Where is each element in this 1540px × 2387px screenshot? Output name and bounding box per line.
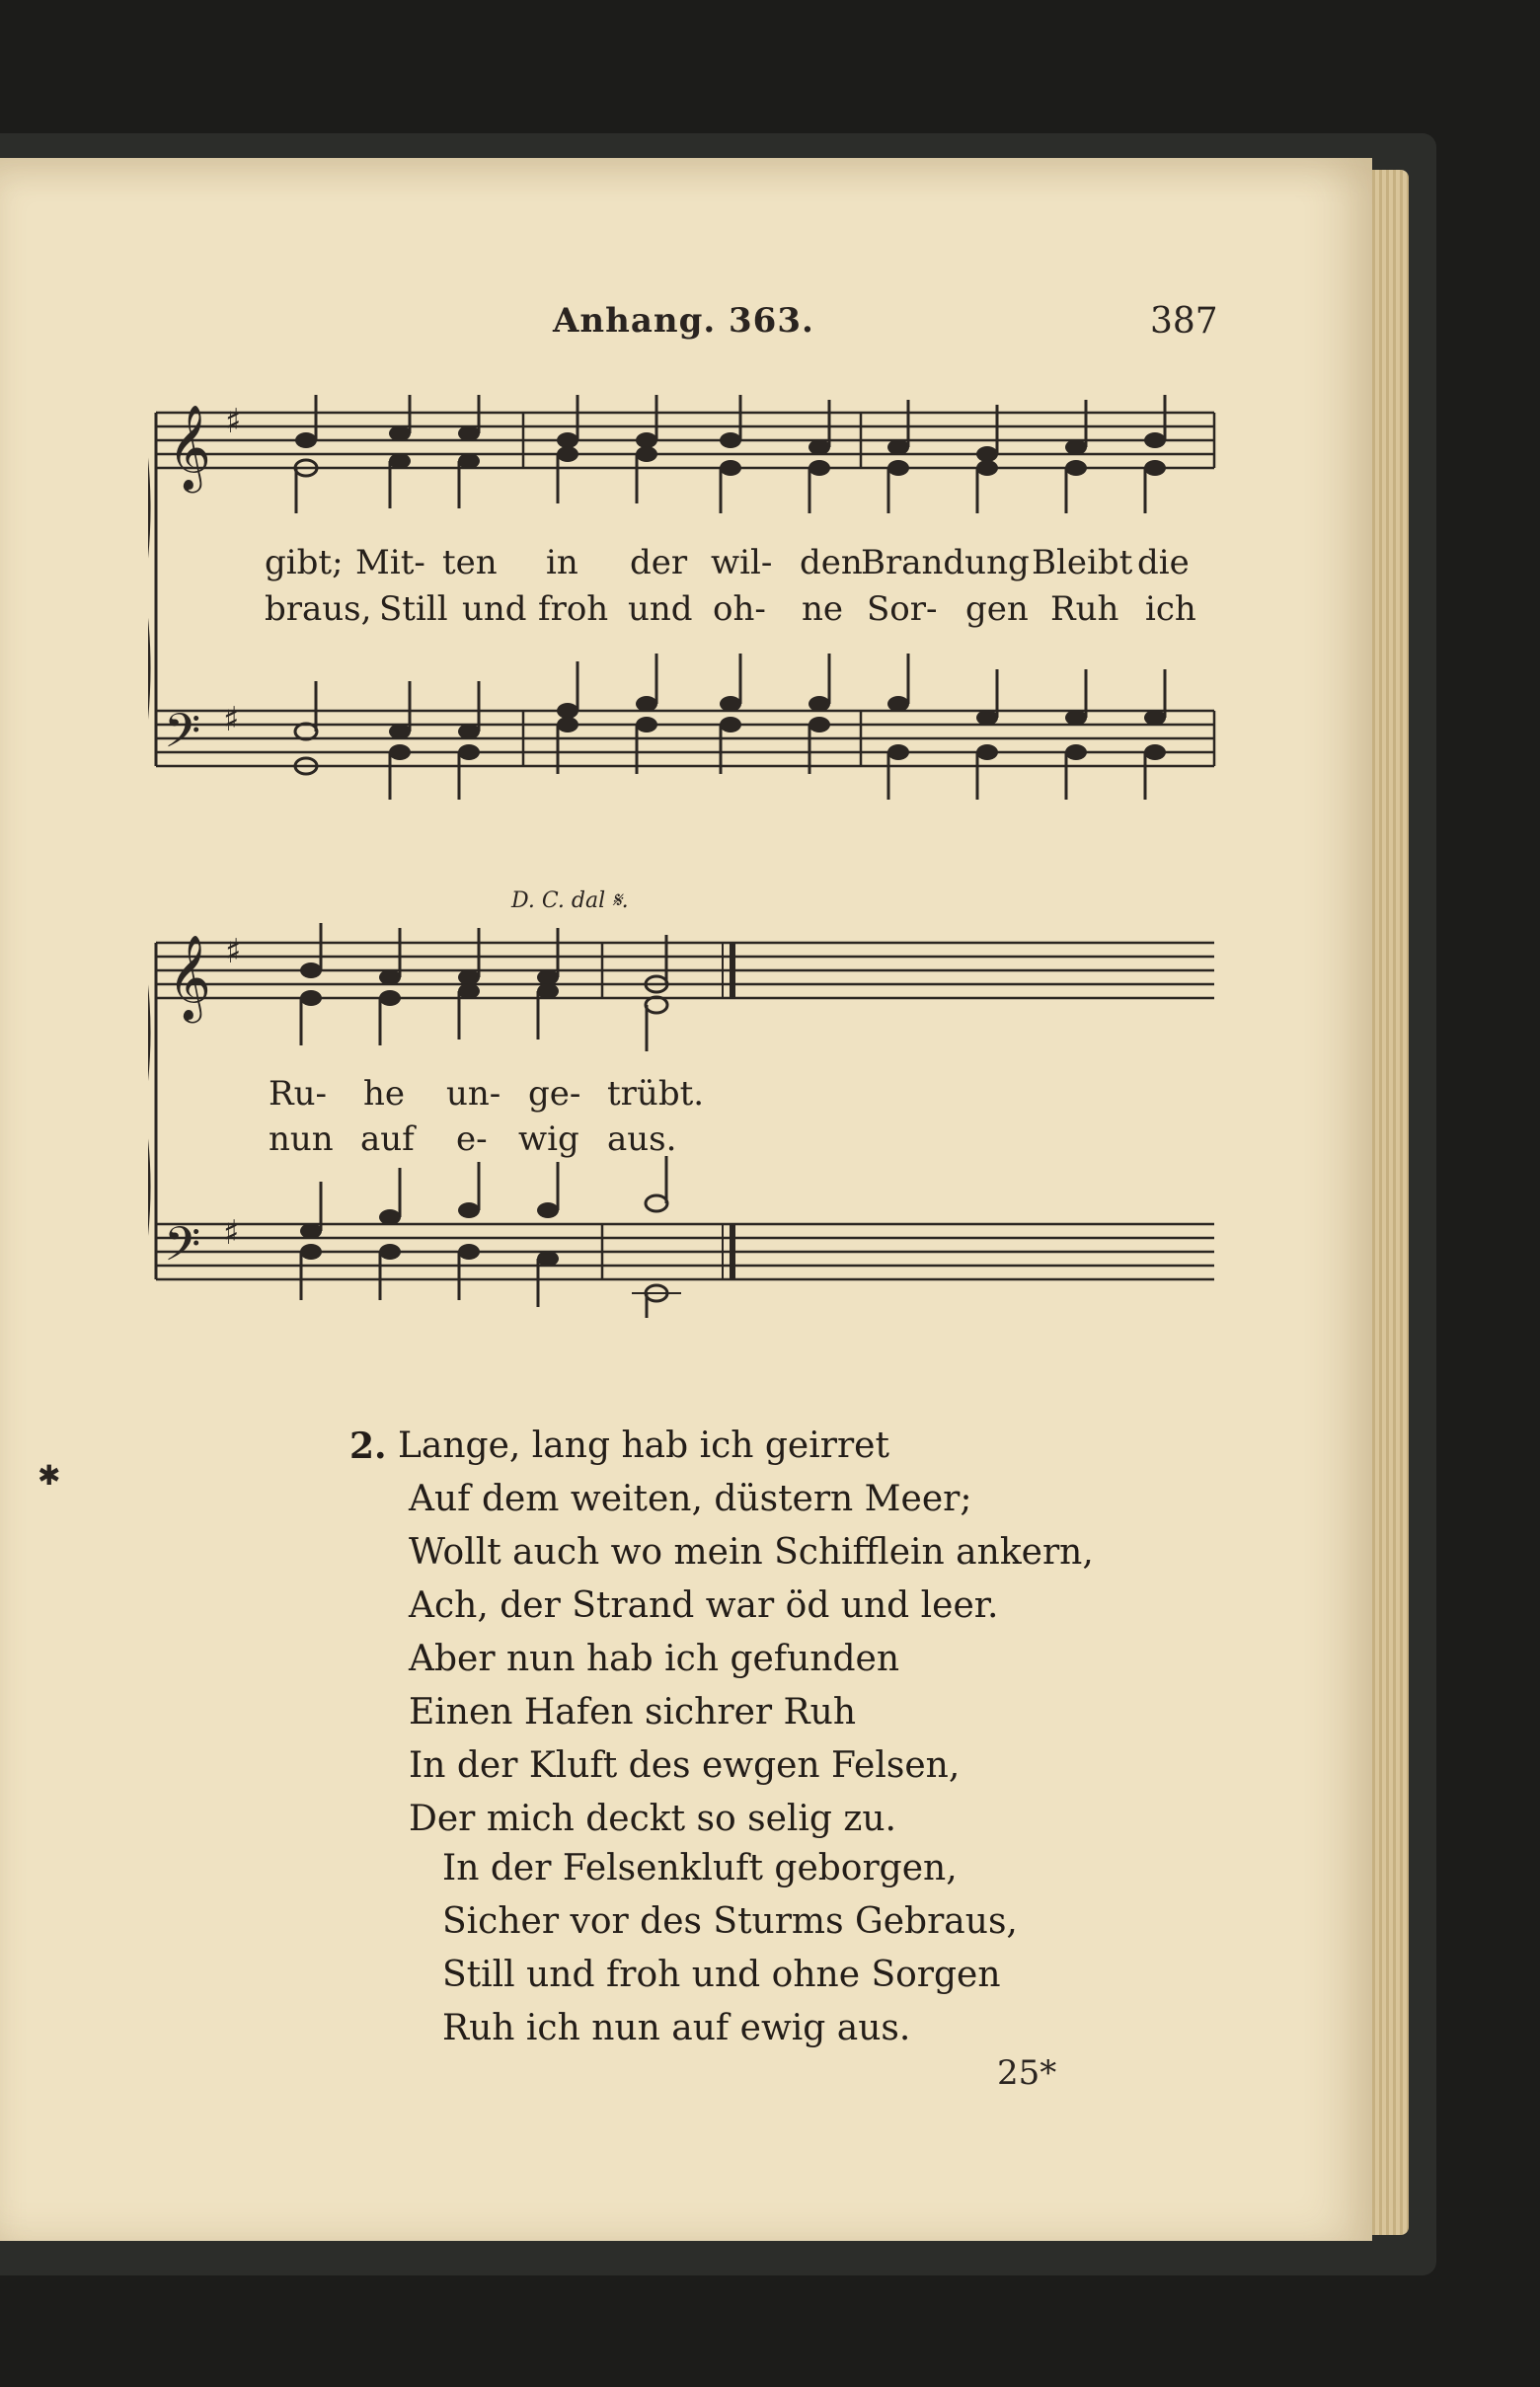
page-number: 387 (1150, 301, 1218, 342)
lyric-syllable: oh- (713, 589, 766, 629)
lyric-syllable: e- (456, 1119, 488, 1159)
signature-mark: 25* (997, 2053, 1057, 2093)
stanza-line: Einen Hafen sichrer Ruh (409, 1692, 857, 1732)
running-head: Anhang. 363. (553, 301, 814, 341)
stanza-2 (350, 1420, 1094, 1846)
lyric-syllable: auf (360, 1119, 415, 1159)
svg-text:𝄢: 𝄢 (164, 1216, 201, 1283)
lyric-syllable: ge- (528, 1074, 581, 1114)
lyric-syllable: ich (1145, 589, 1196, 629)
refrain (442, 1842, 1018, 2055)
refrain-line: Sicher vor des Sturms Gebraus, (442, 1901, 1018, 1942)
lyric-syllable: und (628, 589, 693, 629)
dc-dal-segno-mark: D. C. dal 𝄋. (511, 888, 629, 913)
svg-text:♯: ♯ (225, 402, 242, 441)
lyric-syllable: den (800, 543, 863, 582)
lyric-syllable: gibt; (265, 543, 344, 582)
lyric-syllable: nun (269, 1119, 334, 1159)
stanza-line: Der mich deckt so selig zu. (409, 1799, 896, 1839)
lyric-syllable: Still (379, 589, 448, 629)
svg-text:♯: ♯ (223, 1213, 240, 1253)
lyric-syllable: in (546, 543, 578, 582)
lyric-syllable: der (630, 543, 688, 582)
stanza-line: In der Kluft des ewgen Felsen, (409, 1745, 961, 1786)
lyric-syllable: froh (538, 589, 609, 629)
stanza-line: Ach, der Strand war öd und leer. (409, 1585, 999, 1626)
stanza-line: Aber nun hab ich gefunden (409, 1639, 900, 1679)
lyric-syllable: Mit- (355, 543, 425, 582)
lyric-syllable: gen (965, 589, 1029, 629)
lyric-syllable: he (363, 1074, 406, 1114)
stanza-line: Lange, lang hab ich geirret (398, 1425, 889, 1466)
lyric-syllable: Ruh (1050, 589, 1119, 629)
lyric-syllable: braus, (265, 589, 372, 629)
svg-text:𝄞: 𝄞 (168, 935, 211, 1020)
stanza-line: Wollt auch wo mein Schifflein ankern, (409, 1532, 1094, 1573)
refrain-line: Still und froh und ohne Sorgen (442, 1955, 1001, 1995)
svg-text:𝄞: 𝄞 (168, 405, 211, 490)
svg-text:𝄢: 𝄢 (164, 703, 201, 770)
stanza-line: Auf dem weiten, düstern Meer; (409, 1479, 972, 1519)
lyric-syllable: Ru- (269, 1074, 327, 1114)
lyric-syllable: Brandung (861, 543, 1030, 582)
lyric-syllable: und (462, 589, 527, 629)
refrain-line: In der Felsenkluft geborgen, (442, 1848, 958, 1888)
lyric-syllable: ten (442, 543, 498, 582)
lyric-syllable: wil- (711, 543, 773, 582)
lyric-syllable: die (1137, 543, 1190, 582)
lyric-syllable: Bleibt (1032, 543, 1133, 582)
lyric-syllable: wig (518, 1119, 579, 1159)
lyric-syllable: ne (802, 589, 844, 629)
lyric-syllable: aus. (607, 1119, 677, 1159)
lyric-syllable: Sor- (867, 589, 938, 629)
svg-text:♯: ♯ (225, 932, 242, 971)
lyric-syllable: trübt. (607, 1074, 705, 1114)
margin-asterisk-icon: ✱ (38, 1459, 61, 1492)
refrain-line: Ruh ich nun auf ewig aus. (442, 2008, 911, 2048)
lyric-syllable: un- (446, 1074, 501, 1114)
svg-text:♯: ♯ (223, 700, 240, 739)
page-header (0, 301, 1372, 350)
stanza-number: 2. (349, 1425, 387, 1467)
